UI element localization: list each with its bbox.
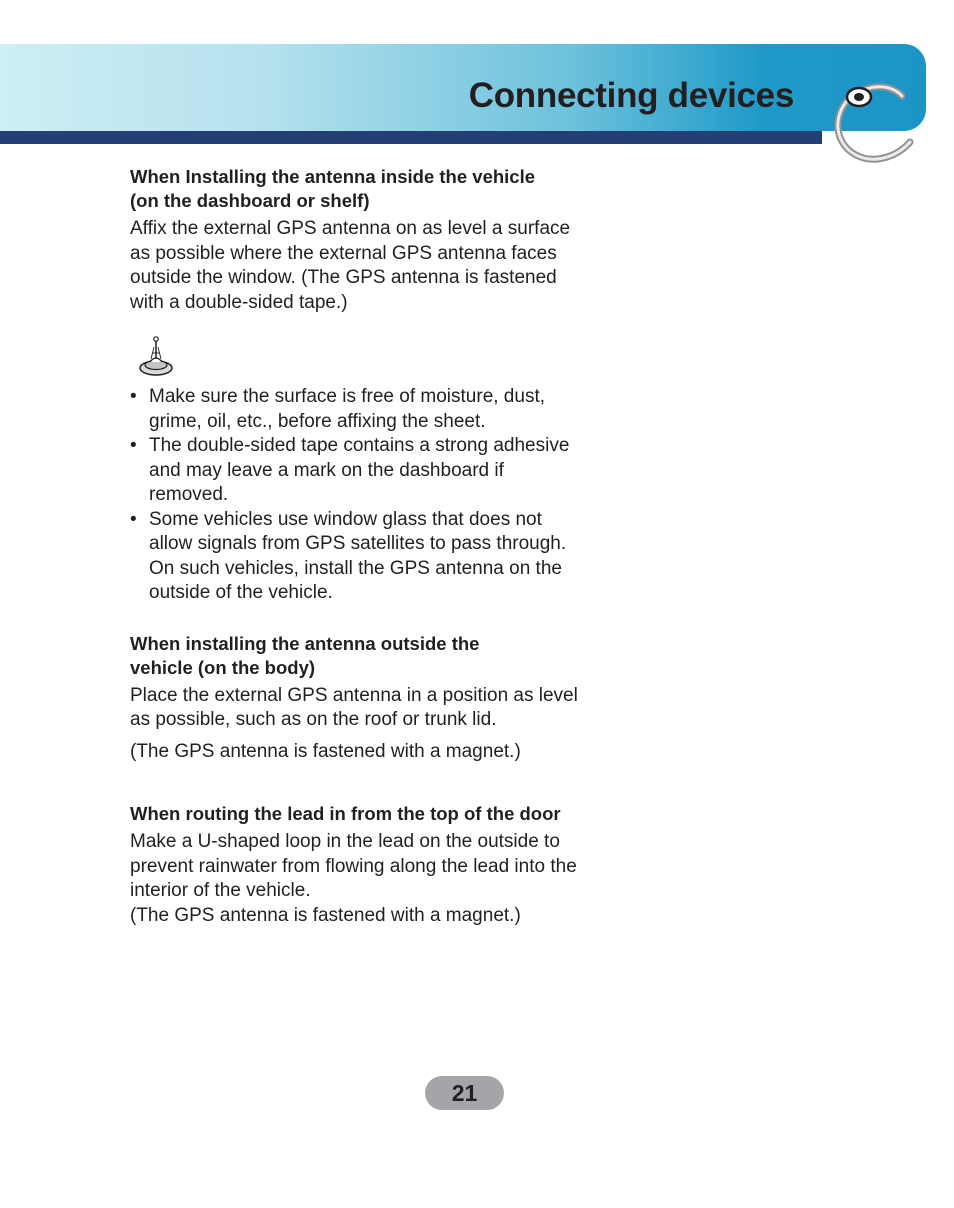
- section-paragraph: Make a U-shaped loop in the lead on the outside to prevent rainwater from flowing along the lead into the interior of the vehicle. (The GPS antenna is fastened with a magnet.): [130, 831, 577, 926]
- page-number-badge: 21: [425, 1076, 504, 1110]
- section-heading: When routing the lead in from the top of the door: [130, 803, 561, 824]
- list-item: • Make sure the surface is free of moisture, dust, grime, oil, etc., before affixing the sheet.: [130, 385, 620, 434]
- page-header: [0, 44, 926, 144]
- list-item: • Some vehicles use window glass that does not allow signals from GPS satellites to pass through. On such vehicles, install the GPS antenna on the outside of the vehicle.: [130, 508, 620, 606]
- main-content: [130, 165, 620, 928]
- page-title: Connecting devices: [468, 76, 794, 115]
- section-paragraph: Place the external GPS antenna in a position as level as possible, such as on the roof or trunk lid.: [130, 684, 578, 730]
- section-heading: When installing the antenna outside the vehicle (on the body): [130, 632, 480, 678]
- section-heading: When Installing the antenna inside the vehicle (on the dashboard or shelf): [130, 166, 536, 211]
- caution-list: [130, 385, 620, 606]
- section-note: (The GPS antenna is fastened with a magnet.): [130, 740, 521, 762]
- section-paragraph: Affix the external GPS antenna on as level a surface as possible where the external GPS antenna faces outside the window. (The GPS antenna is fastened with a double-sided tape.): [130, 218, 571, 313]
- antenna-note-icon: [136, 335, 176, 379]
- binder-ring-icon: [832, 80, 918, 164]
- list-item: • The double-sided tape contains a strong adhesive and may leave a mark on the dashboard if removed.: [130, 434, 620, 508]
- header-underline-bar: [0, 131, 822, 144]
